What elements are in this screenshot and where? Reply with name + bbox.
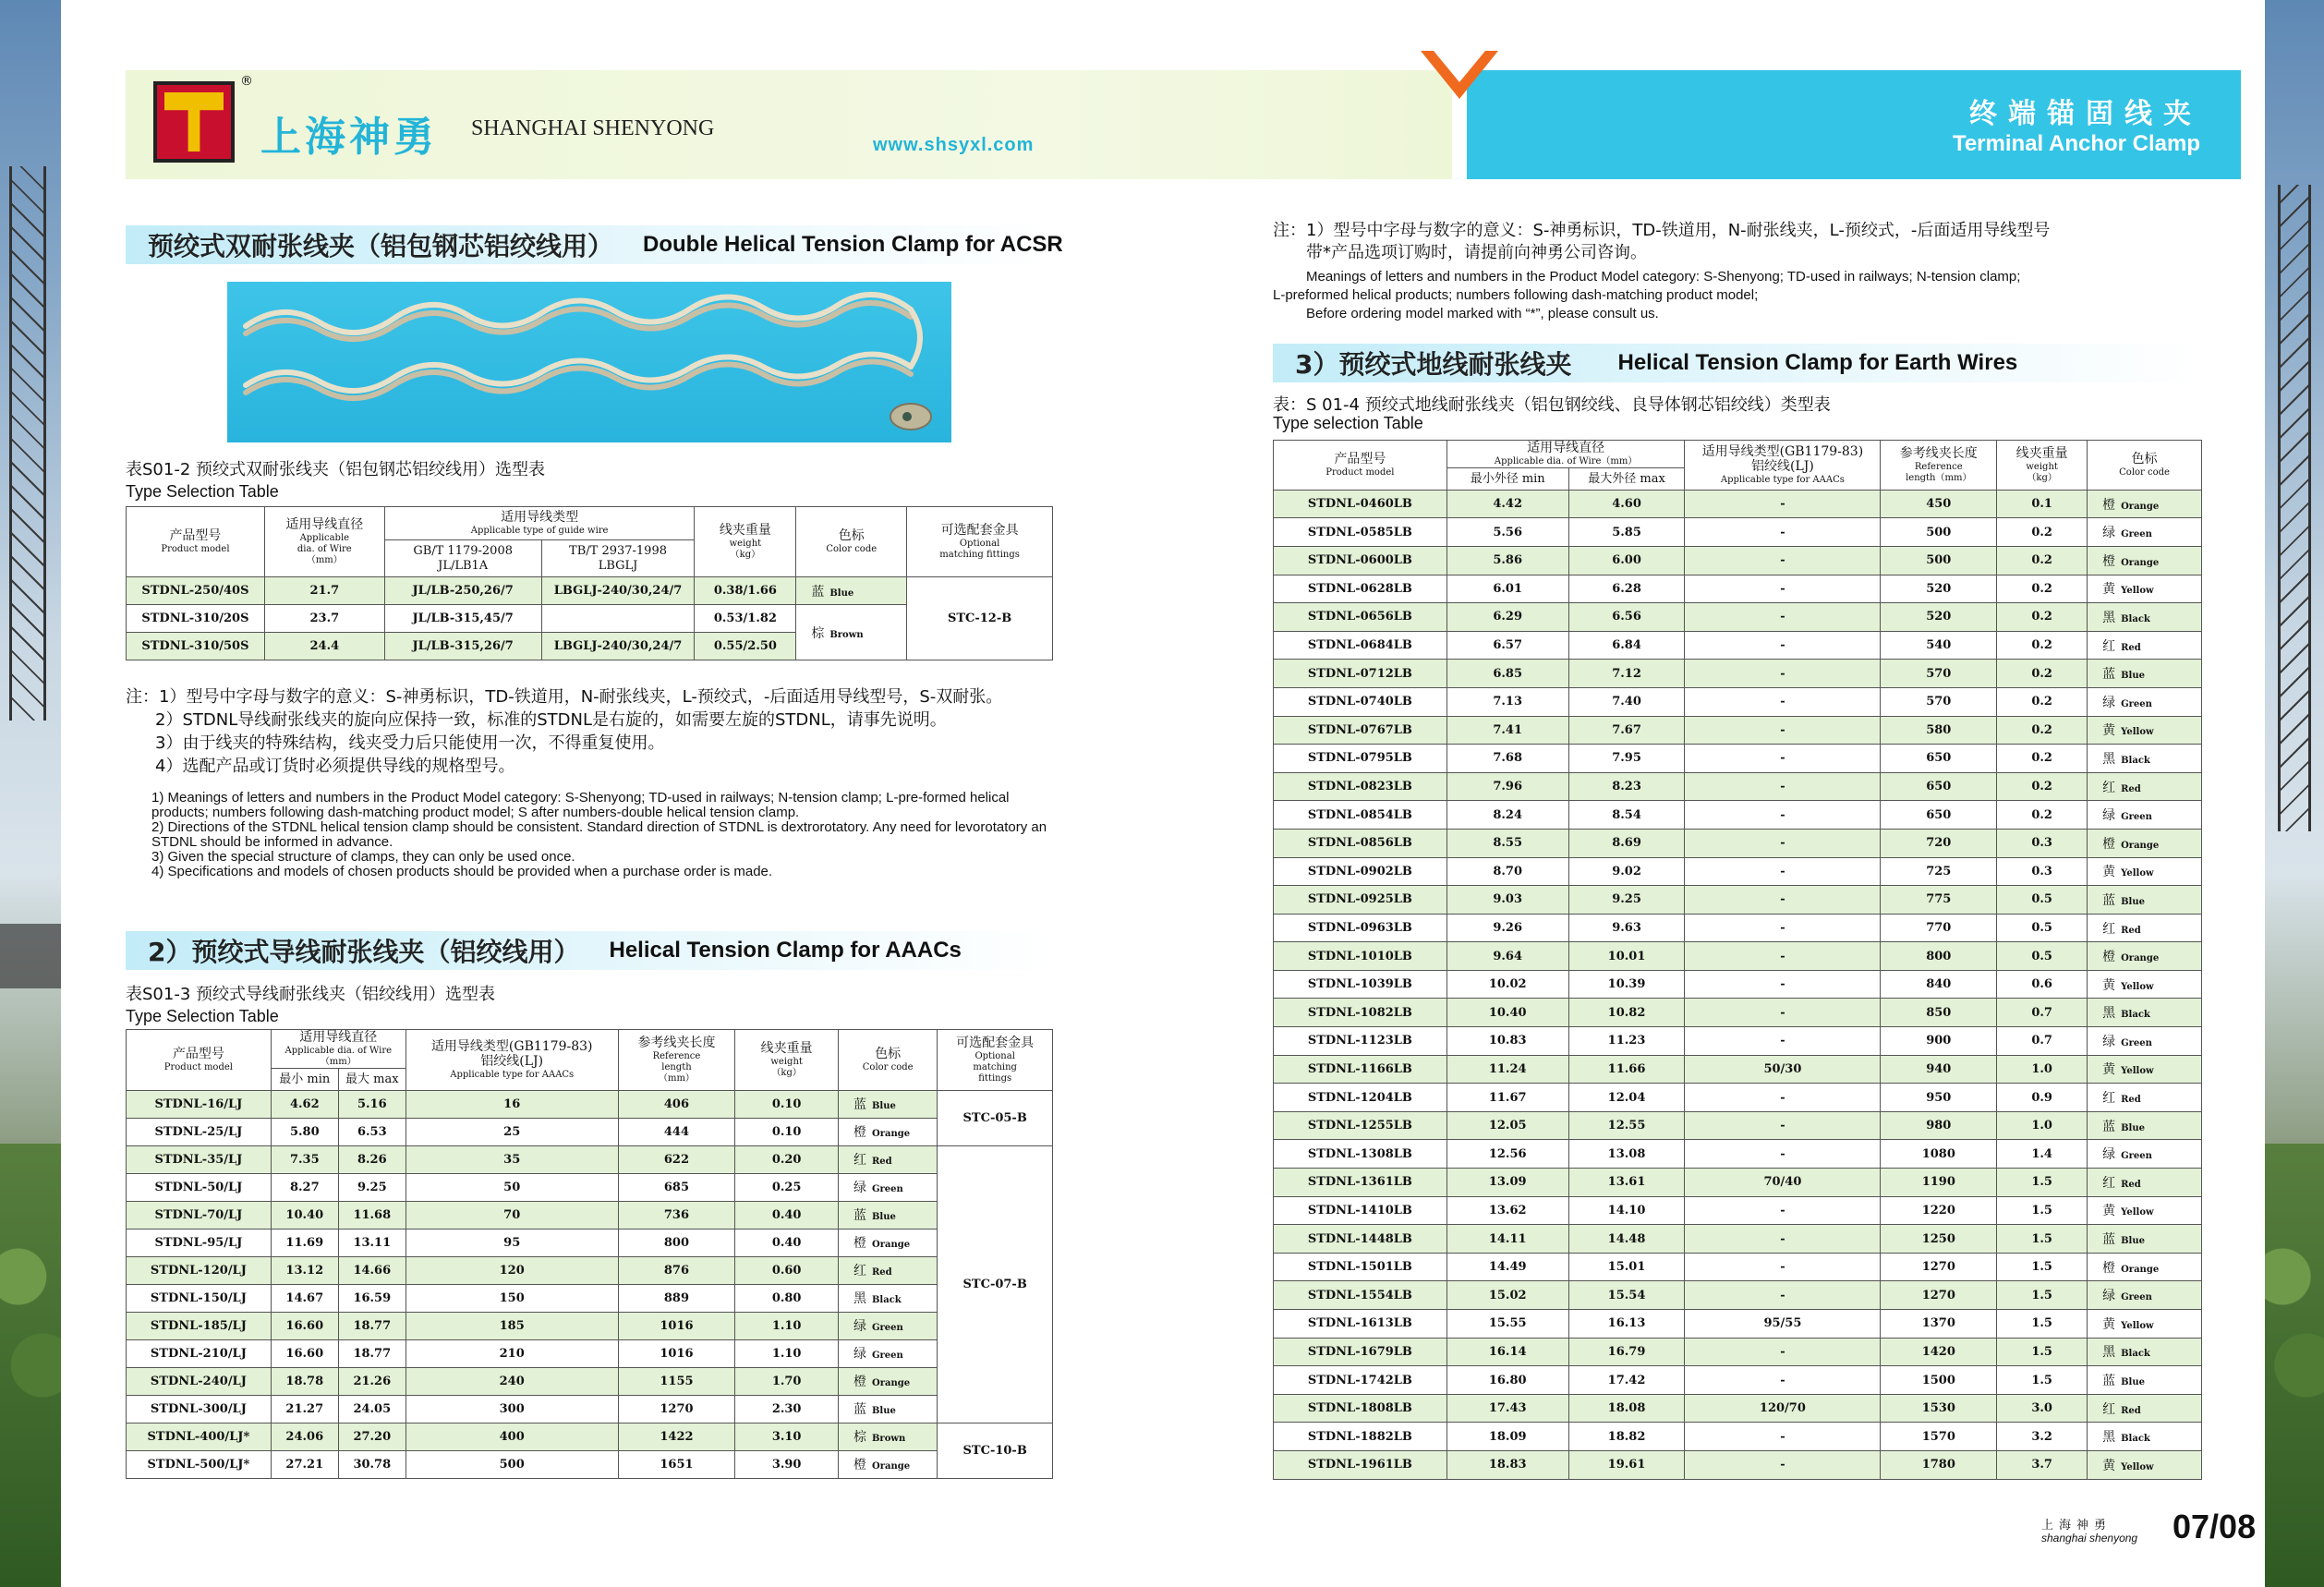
col-type-header: 适用导线类型 Applicable type of guide wire <box>384 507 695 540</box>
section2-table-body <box>127 1090 1053 1478</box>
color-code-cell: 黄 Yellow <box>2088 1450 2202 1479</box>
table-row: STDNL-0856LB 8.55 8.69 - 720 0.3 橙 Orange <box>1274 829 2202 857</box>
table-row: STDNL-1448LB 14.11 14.48 - 1250 1.5 蓝 Blue <box>1274 1225 2202 1254</box>
notch-inner <box>1434 51 1485 82</box>
color-code-cell: 橙 Orange <box>2088 1253 2202 1281</box>
table-row: STDNL-0656LB 6.29 6.56 - 520 0.2 黑 Black <box>1274 603 2202 632</box>
col-std1-header: GB/T 1179-2008 JL/LB1A <box>384 540 541 577</box>
color-code-cell: 黄 Yellow <box>2088 857 2202 886</box>
footer-brand-cn: 上海神勇 <box>2041 1519 2112 1532</box>
table-row: STDNL-0795LB 7.68 7.95 - 650 0.2 黑 Black <box>1274 745 2202 773</box>
table-row: STDNL-240/LJ 18.78 21.26 240 1155 1.70 橙 Orange <box>127 1367 1053 1395</box>
table-row: STDNL-400/LJ* 24.06 27.20 400 1422 3.10 棕 Brown STC-10-B <box>127 1423 1053 1450</box>
color-code-cell: 绿 Green <box>2088 1027 2202 1056</box>
table-row: STDNL-0684LB 6.57 6.84 - 540 0.2 红 Red <box>1274 631 2202 660</box>
color-code-cell: 橙 Orange <box>838 1118 937 1145</box>
section3-title-cn: 3）预绞式地线耐张线夹 <box>1295 349 1572 380</box>
section1-banner <box>126 225 1063 264</box>
table-row: STDNL-1082LB 10.40 10.82 - 850 0.7 黑 Black <box>1274 999 2202 1027</box>
table-row: STDNL-35/LJ 7.35 8.26 35 622 0.20 红 Red STC-07-B <box>127 1145 1053 1173</box>
color-code-cell: 红 Red <box>838 1256 937 1284</box>
color-code-cell: 绿 Green <box>838 1312 937 1339</box>
table-row: STDNL-0628LB 6.01 6.28 - 520 0.2 黄 Yellow <box>1274 575 2202 603</box>
table-row: STDNL-0823LB 7.96 8.23 - 650 0.2 红 Red <box>1274 772 2202 801</box>
table-row: STDNL-0585LB 5.56 5.85 - 500 0.2 绿 Green <box>1274 518 2202 547</box>
helical-clamp-photo <box>227 282 951 442</box>
color-code-cell: 绿 Green <box>2088 801 2202 830</box>
table-row: STDNL-210/LJ 16.60 18.77 210 1016 1.10 绿 Green <box>127 1339 1053 1367</box>
table-row: STDNL-120/LJ 13.12 14.66 120 876 0.60 红 Red <box>127 1256 1053 1284</box>
section3-caption-en: Type selection Table <box>1273 414 1423 432</box>
table-row: STDNL-0925LB 9.03 9.25 - 775 0.5 蓝 Blue <box>1274 886 2202 915</box>
trees-image <box>2265 1144 2324 1587</box>
table-row: STDNL-1308LB 12.56 13.08 - 1080 1.4 绿 Green <box>1274 1140 2202 1169</box>
color-code-cell: 蓝 Blue <box>2088 1366 2202 1395</box>
col-dia-header: 适用导线直径 Applicable dia. of Wire （mm） <box>264 507 384 577</box>
section3-notes: 注：1）型号中字母与数字的意义：S-神勇标识，TD-铁道用，N-耐张线夹，L-预绞式，-后面适用导线型号 带*产品选项订购时，请提前向神勇公司咨询。 <box>1273 221 2051 262</box>
color-code-cell: 蓝 Blue <box>838 1090 937 1118</box>
section1-caption-cn: 表S01-2 预绞式双耐张线夹（铝包钢芯铝绞线用）选型表 <box>126 460 545 479</box>
table-row: STDNL-0460LB 4.42 4.60 - 450 0.1 橙 Orange <box>1274 490 2202 518</box>
table-row: STDNL-185/LJ 16.60 18.77 185 1016 1.10 绿 Green <box>127 1312 1053 1339</box>
section2-table: 产品型号 Product model 适用导线直径 Applicable dia. of Wire （mm） 适用导线类型(GB1179-83) 铝绞线(LJ) Applicable type for AAACs 参考线夹长度 Reference length （mm） 线夹重量 weight （kg） 色标 Color code 可选配套金具 Optional matching fittings 最小 min 最大 max STDNL-16/LJ 4.62 5.16 16 406 0.10 蓝 Blue STC-05-B STDNL-25/LJ 5.80 6.53 25 444 0.10 橙 Orange STDNL-35/LJ 7.35 8.26 35 622 0.20 红 Red STC-07-B STDNL-50/LJ 8.27 9.25 50 685 0.25 绿 Green STDNL-70/LJ 10.40 11.68 70 736 0.40 蓝 Blue STDNL-95/LJ 11.69 13.11 95 800 0.40 橙 Orange STDNL-120/LJ 13.12 14.66 120 876 0.60 红 Red STDNL-150/LJ 14.67 16.59 150 889 0.80 黑 Black STDNL-185/LJ 16.60 18.77 185 1016 1.10 绿 Green STDNL-210/LJ 16.60 18.77 210 1016 1.10 绿 Green STDNL-240/LJ 18.78 21.26 240 1155 1.70 橙 Orange STDNL-300/LJ 21.27 24.05 300 1270 2.30 蓝 Blue STDNL-400/LJ* 24.06 27.20 400 1422 3.10 棕 Brown STC-10-B STDNL-500/LJ* 27.21 30.78 500 1651 3.90 橙 Orange <box>126 1029 1053 1479</box>
table-row: STDNL-0600LB 5.86 6.00 - 500 0.2 橙 Orange <box>1274 546 2202 575</box>
page-title-en: Terminal Anchor Clamp <box>1952 131 2200 156</box>
section1-title-cn: 预绞式双耐张线夹（铝包钢芯铝绞线用） <box>148 231 614 261</box>
fitting-cell: STC-05-B <box>938 1090 1053 1145</box>
section3-banner <box>1273 344 2200 382</box>
table-row: STDNL-500/LJ* 27.21 30.78 500 1651 3.90 橙 Orange <box>127 1450 1053 1478</box>
table-row: STDNL-25/LJ 5.80 6.53 25 444 0.10 橙 Orange <box>127 1118 1053 1145</box>
color-code-cell: 黄 Yellow <box>2088 1055 2202 1084</box>
table-row: STDNL-1010LB 9.64 10.01 - 800 0.5 橙 Orange <box>1274 942 2202 971</box>
table-row: STDNL-16/LJ 4.62 5.16 16 406 0.10 蓝 Blue STC-05-B <box>127 1090 1053 1118</box>
table-row: STDNL-70/LJ 10.40 11.68 70 736 0.40 蓝 Blue <box>127 1201 1053 1229</box>
table-row: STDNL-1961LB 18.83 19.61 - 1780 3.7 黄 Yellow <box>1274 1450 2202 1479</box>
section3-table-body <box>1274 490 2202 1479</box>
color-code-cell: 绿 Green <box>2088 1281 2202 1310</box>
transmission-tower-image <box>9 166 46 721</box>
left-photo-strip <box>0 0 61 1587</box>
company-logo <box>153 81 235 163</box>
section1-table <box>126 506 1053 660</box>
table-row: STDNL-50/LJ 8.27 9.25 50 685 0.25 绿 Green <box>127 1173 1053 1201</box>
color-code-cell: 黄 Yellow <box>2088 1310 2202 1339</box>
color-code-cell: 红 Red <box>2088 772 2202 801</box>
section3-notes-en: Meanings of letters and numbers in the Product Model category: S-Shenyong; TD-used in railways; N-tension clamp; L-preformed helical products; numbers following dash-matching product model; Before ordering model marked with “*”, please consult us. <box>1273 269 2021 321</box>
right-photo-strip <box>2265 0 2324 1587</box>
color-code-cell: 蓝 Blue <box>2088 660 2202 688</box>
fitting-cell: STC-10-B <box>938 1423 1053 1478</box>
color-code-cell: 橙 Orange <box>2088 942 2202 971</box>
helical-wire-illustration <box>227 282 951 442</box>
color-code-cell: 蓝 Blue <box>838 1201 937 1229</box>
table-row: STDNL-0854LB 8.24 8.54 - 650 0.2 绿 Green <box>1274 801 2202 830</box>
table-row: STDNL-95/LJ 11.69 13.11 95 800 0.40 橙 Orange <box>127 1229 1053 1256</box>
color-code-cell: 绿 Green <box>838 1339 937 1367</box>
color-code-cell: 红 Red <box>2088 631 2202 660</box>
color-code-cell: 黄 Yellow <box>2088 1196 2202 1225</box>
color-code-cell: 黑 Black <box>2088 603 2202 632</box>
color-code-cell: 红 Red <box>2088 914 2202 942</box>
table-row: STDNL-1123LB 10.83 11.23 - 900 0.7 绿 Green <box>1274 1027 2202 1056</box>
table-row: STDNL-0740LB 7.13 7.40 - 570 0.2 绿 Green <box>1274 687 2202 716</box>
col-model-header: 产品型号 Product model <box>127 507 265 577</box>
section2-banner <box>126 931 1053 970</box>
table-row: STDNL-1255LB 12.05 12.55 - 980 1.0 蓝 Blue <box>1274 1111 2202 1140</box>
table-row: STDNL-0902LB 8.70 9.02 - 725 0.3 黄 Yellow <box>1274 857 2202 886</box>
table-row: STDNL-1613LB 15.55 16.13 95/55 1370 1.5 黄 Yellow <box>1274 1310 2202 1339</box>
color-code-cell: 绿 Green <box>2088 518 2202 547</box>
color-code-cell: 橙 Orange <box>2088 490 2202 518</box>
table-row: STDNL-1882LB 18.09 18.82 - 1570 3.2 黑 Black <box>1274 1423 2202 1451</box>
color-code-cell: 黑 Black <box>2088 999 2202 1027</box>
table-row: STDNL-0963LB 9.26 9.63 - 770 0.5 红 Red <box>1274 914 2202 942</box>
registered-mark: ® <box>240 74 253 89</box>
fitting-cell: STC-07-B <box>938 1145 1053 1423</box>
table-row: STDNL-1410LB 13.62 14.10 - 1220 1.5 黄 Yellow <box>1274 1196 2202 1225</box>
section3-caption-cn: 表：S 01-4 预绞式地线耐张线夹（铝包钢绞线、良导体钢芯铝绞线）类型表 <box>1273 395 1831 415</box>
table-row: STDNL-150/LJ 14.67 16.59 150 889 0.80 黑 Black <box>127 1284 1053 1312</box>
transmission-tower-image <box>2278 185 2311 831</box>
table-row: STDNL-1679LB 16.14 16.79 - 1420 1.5 黑 Black <box>1274 1338 2202 1366</box>
color-code-cell: 橙 Orange <box>838 1229 937 1256</box>
table-row: STDNL-310/50S 24.4 JL/LB-315,26/7 LBGLJ-240/30,24/7 0.55/2.50 <box>127 633 1053 660</box>
table-row: STDNL-1808LB 17.43 18.08 120/70 1530 3.0 红 Red <box>1274 1394 2202 1423</box>
color-code-cell: 绿 Green <box>2088 1140 2202 1169</box>
color-code-cell: 橙 Orange <box>2088 546 2202 575</box>
table-row: STDNL-1742LB 16.80 17.42 - 1500 1.5 蓝 Blue <box>1274 1366 2202 1395</box>
section2-caption-cn: 表S01-3 预绞式导线耐张线夹（铝绞线用）选型表 <box>126 985 495 1004</box>
brand-name-cn: 上海神勇 <box>260 114 438 161</box>
color-code-cell: 橙 Orange <box>838 1367 937 1395</box>
color-code-cell: 蓝 Blue <box>2088 1111 2202 1140</box>
table-row: STDNL-1204LB 11.67 12.04 - 950 0.9 红 Red <box>1274 1084 2202 1112</box>
table-row: STDNL-310/20S 23.7 JL/LB-315,45/7 0.53/1.82 棕 Brown <box>127 605 1053 633</box>
color-code-cell: 红 Red <box>838 1145 937 1173</box>
table-row: STDNL-1554LB 15.02 15.54 - 1270 1.5 绿 Green <box>1274 1281 2202 1310</box>
table-row: STDNL-0712LB 6.85 7.12 - 570 0.2 蓝 Blue <box>1274 660 2202 688</box>
table-row: STDNL-250/40S 21.7 JL/LB-250,26/7 LBGLJ-240/30,24/7 0.38/1.66 蓝 Blue STC-12-B <box>127 577 1053 605</box>
table-row: STDNL-1039LB 10.02 10.39 - 840 0.6 黄 Yellow <box>1274 970 2202 999</box>
color-code-cell: 橙 Orange <box>2088 829 2202 857</box>
color-code-cell: 红 Red <box>2088 1084 2202 1112</box>
color-code-cell: 红 Red <box>2088 1169 2202 1197</box>
section2-title-en: Helical Tension Clamp for AAACs <box>609 938 962 963</box>
section2-caption-en: Type Selection Table <box>126 1007 279 1025</box>
page-title-cn: 终端锚固线夹 <box>1969 98 2202 130</box>
section2-title-cn: 2）预绞式导线耐张线夹（铝绞线用） <box>148 937 580 967</box>
color-code-cell: 黑 Black <box>2088 1423 2202 1451</box>
brand-name-en: SHANGHAI SHENYONG <box>471 116 715 140</box>
section3-table: 产品型号 Product model 适用导线直径 Applicable dia. of Wire（mm） 适用导线类型(GB1179-83) 铝绞线(LJ) Applicable type for AAACs 参考线夹长度 Reference length（mm） 线夹重量 weight （kg） 色标 Color code 最小外径 min 最大外径 max STDNL-0460LB 4.42 4.60 - 450 0.1 橙 Orange STDNL-0585LB 5.56 5.85 - 500 0.2 绿 Green STDNL-0600LB 5.86 6.00 - 500 0.2 橙 Orange STDNL-0628LB 6.01 6.28 - 520 0.2 黄 Yellow STDNL-0656LB 6.29 6.56 - 520 0.2 黑 Black STDNL-0684LB 6.57 6.84 - 540 0.2 红 Red STDNL-0712LB 6.85 7.12 - 570 0.2 蓝 Blue STDNL-0740LB 7.13 7.40 - 570 0.2 绿 Green STDNL-0767LB 7.41 7.67 - 580 0.2 黄 Yellow STDNL-0795LB 7.68 7.95 - 650 0.2 黑 Black STDNL-0823LB 7.96 8.23 - 650 0.2 红 Red STDNL-0854LB 8.24 8.54 - 650 0.2 绿 Green STDNL-0856LB 8.55 8.69 - 720 0.3 橙 Orange STDNL-0902LB 8.70 9.02 - 725 0.3 黄 Yellow STDNL-0925LB 9.03 9.25 - 775 0.5 蓝 Blue STDNL-0963LB 9.26 9.63 - 770 0.5 红 Red STDNL-1010LB 9.64 10.01 - 800 0.5 橙 Orange STDNL-1039LB 10.02 10.39 - 840 0.6 黄 Yellow STDNL-1082LB 10.40 10.82 - 850 0.7 黑 Black STDNL-1123LB 10.83 11.23 - 900 0.7 绿 Green STDNL-1166LB 11.24 11.66 50/30 940 1.0 黄 Yellow STDNL-1204LB 11.67 12.04 - 950 0.9 红 Red STDNL-1255LB 12.05 12.55 - 980 1.0 蓝 Blue STDNL-1308LB 12.56 13.08 - 1080 1.4 绿 Green STDNL-1361LB 13.09 13.61 70/40 1190 1.5 红 Red STDNL-1410LB 13.62 14.10 - 1220 1.5 黄 Yellow STDNL-1448LB 14.11 14.48 - 1250 1.5 蓝 Blue STDNL-1501LB 14.49 15.01 - 1270 1.5 橙 Orange STDNL-1554LB 15.02 15.54 - 1270 1.5 绿 Green STDNL-1613LB 15.55 16.13 95/55 1370 1.5 黄 Yellow STDNL-1679LB 16.14 16.79 - 1420 1.5 黑 Black STDNL-1742LB 16.80 17.42 - 1500 1.5 蓝 Blue STDNL-1808LB 17.43 18.08 120/70 1530 3.0 红 Red STDNL-1882LB 18.09 18.82 - 1570 3.2 黑 Black STDNL-1961LB 18.83 19.61 - 1780 3.7 黄 Yellow <box>1273 440 2202 1480</box>
color-code-cell: 黄 Yellow <box>2088 575 2202 603</box>
section1-notes-en: 1) Meanings of letters and numbers in the Product Model category: S-Shenyong; TD-used in railways; N-tension clamp; L-pre-formed helical products; numbers following dash-matching product model; S after numbers-double helical tension clamp. 2) Directions of the STDNL helical tension clamp should be consistent. Standard direction of STDNL is dextrorotatory. Any need for levorotatory an STDNL should be informed in advance. 3) Given the special structure of clamps, they can only be used once. 4) Specifications and models of chosen products should be provided when a purchase order is made. <box>151 790 1047 879</box>
color-code-cell: 红 Red <box>2088 1394 2202 1423</box>
color-code-cell: 棕 Brown <box>838 1423 937 1450</box>
col-std2-header: TB/T 2937-1998 LBGLJ <box>541 540 695 577</box>
fitting-cell: STC-12-B <box>907 577 1053 660</box>
section1-notes-cn: 注：1）型号中字母与数字的意义：S-神勇标识，TD-铁道用，N-耐张线夹，L-预绞式，-后面适用导线型号，S-双耐张。 2）STDNL导线耐张线夹的旋向应保持一致，标准的STDNL是右旋的，如需要左旋的STDNL，请事先说明。 3）由于线夹的特殊结构，线夹受力后只能使用一次，不得重复使用。 4）选配产品或订货时必须提供导线的规格型号。 <box>126 687 1003 776</box>
col-fitting-header: 可选配套金具 Optional matching fittings <box>907 507 1053 577</box>
trees-image <box>0 1144 61 1587</box>
section1-title-en: Double Helical Tension Clamp for ACSR <box>643 232 1063 257</box>
color-code-cell: 绿 Green <box>838 1173 937 1201</box>
col-weight-header: 线夹重量 weight （kg） <box>695 507 796 577</box>
color-code-cell: 绿 Green <box>2088 687 2202 716</box>
bridge-image <box>0 924 61 988</box>
section3-title-en: Helical Tension Clamp for Earth Wires <box>1617 350 2018 375</box>
table-row: STDNL-300/LJ 21.27 24.05 300 1270 2.30 蓝 Blue <box>127 1395 1053 1423</box>
section1-caption-en: Type Selection Table <box>126 482 279 501</box>
color-code-cell: 蓝 Blue <box>2088 886 2202 915</box>
col-color-header: 色标 Color code <box>796 507 907 577</box>
table-row: STDNL-1166LB 11.24 11.66 50/30 940 1.0 黄 Yellow <box>1274 1055 2202 1084</box>
color-code-cell: 黑 Black <box>2088 745 2202 773</box>
footer-brand-en: shanghai shenyong <box>2041 1532 2138 1545</box>
page-number: 07/08 <box>2173 1508 2257 1545</box>
table-row: STDNL-0767LB 7.41 7.67 - 580 0.2 黄 Yellow <box>1274 716 2202 745</box>
color-code-cell: 蓝 Blue <box>2088 1225 2202 1254</box>
color-code-cell: 黄 Yellow <box>2088 970 2202 999</box>
color-code-cell: 蓝 Blue <box>838 1395 937 1423</box>
color-code-cell: 黄 Yellow <box>2088 716 2202 745</box>
website-url[interactable]: www.shsyxl.com <box>873 135 1035 155</box>
color-code-cell: 黑 Black <box>2088 1338 2202 1366</box>
color-code-cell: 黑 Black <box>838 1284 937 1312</box>
table-row: STDNL-1501LB 14.49 15.01 - 1270 1.5 橙 Orange <box>1274 1253 2202 1281</box>
table-row: STDNL-1361LB 13.09 13.61 70/40 1190 1.5 红 Red <box>1274 1169 2202 1197</box>
color-code-cell: 橙 Orange <box>838 1450 937 1478</box>
